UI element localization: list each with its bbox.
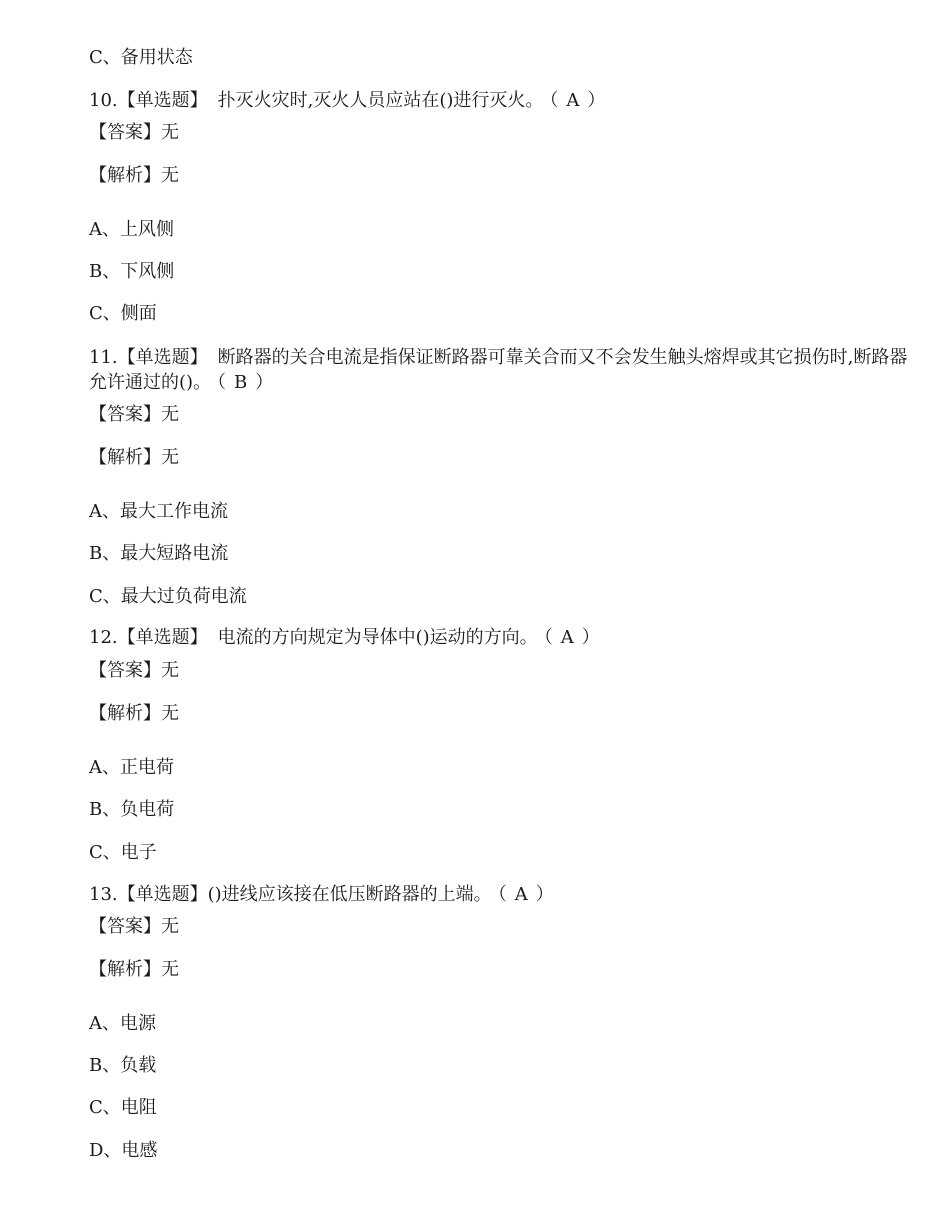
question-11-analysis: 【解析】无 bbox=[89, 447, 179, 468]
question-stem: 断路器的关合电流是指保证断路器可靠关合而又不会发生触头熔焊或其它损伤时,断路器允许通过的()。 bbox=[89, 347, 908, 393]
question-stem: 电流的方向规定为导体中()运动的方向。 bbox=[217, 627, 538, 648]
question-12-option-a: A、正电荷 bbox=[89, 757, 174, 778]
question-13-analysis: 【解析】无 bbox=[89, 959, 179, 980]
question-stem: 扑灭火灾时,灭火人员应站在()进行灭火。 bbox=[217, 90, 544, 111]
question-10-option-a: A、上风侧 bbox=[89, 219, 174, 240]
answer-key-letter: A bbox=[566, 90, 580, 111]
question-11-title bbox=[89, 345, 909, 395]
question-11-option-c: C、最大过负荷电流 bbox=[89, 586, 247, 607]
question-13-option-b: B、负载 bbox=[89, 1055, 157, 1076]
leading-option: C、备用状态 bbox=[89, 47, 193, 68]
question-12-option-c: C、电子 bbox=[89, 842, 157, 863]
question-13-option-d: D、电感 bbox=[89, 1140, 158, 1161]
question-12-title bbox=[89, 626, 600, 650]
question-type: 【单选题】 bbox=[117, 347, 208, 368]
answer-key: （ B ） bbox=[217, 372, 274, 393]
question-number: 13. bbox=[89, 884, 118, 905]
question-13-option-a: A、电源 bbox=[89, 1013, 156, 1034]
question-12-answer: 【答案】无 bbox=[89, 660, 179, 681]
question-13-title bbox=[89, 883, 554, 907]
answer-key-letter: A bbox=[514, 884, 528, 905]
question-number: 11. bbox=[89, 347, 118, 368]
answer-key-letter: B bbox=[234, 372, 248, 393]
question-11-option-a: A、最大工作电流 bbox=[89, 501, 228, 522]
question-stem: ()进线应该接在低压断路器的上端。 bbox=[207, 884, 492, 905]
question-12-analysis: 【解析】无 bbox=[89, 703, 179, 724]
question-13-option-c: C、电阻 bbox=[89, 1097, 157, 1118]
answer-key: （ A ） bbox=[549, 90, 606, 111]
question-11-answer: 【答案】无 bbox=[89, 404, 179, 425]
question-10-option-c: C、侧面 bbox=[89, 303, 157, 324]
question-13-answer: 【答案】无 bbox=[89, 916, 179, 937]
question-11-option-b: B、最大短路电流 bbox=[89, 543, 229, 564]
question-type: 【单选题】 bbox=[117, 90, 208, 111]
question-10-title bbox=[89, 89, 605, 113]
question-number: 10. bbox=[89, 90, 118, 111]
answer-key: （ A ） bbox=[497, 884, 554, 905]
question-12-option-b: B、负电荷 bbox=[89, 799, 175, 820]
question-10-analysis: 【解析】无 bbox=[89, 165, 179, 186]
question-10-answer: 【答案】无 bbox=[89, 122, 179, 143]
question-10-option-b: B、下风侧 bbox=[89, 261, 175, 282]
question-type: 【单选题】 bbox=[117, 627, 208, 648]
question-number: 12. bbox=[89, 627, 118, 648]
answer-key-letter: A bbox=[560, 627, 574, 648]
answer-key: （ A ） bbox=[543, 627, 600, 648]
question-type: 【单选题】 bbox=[117, 884, 208, 905]
